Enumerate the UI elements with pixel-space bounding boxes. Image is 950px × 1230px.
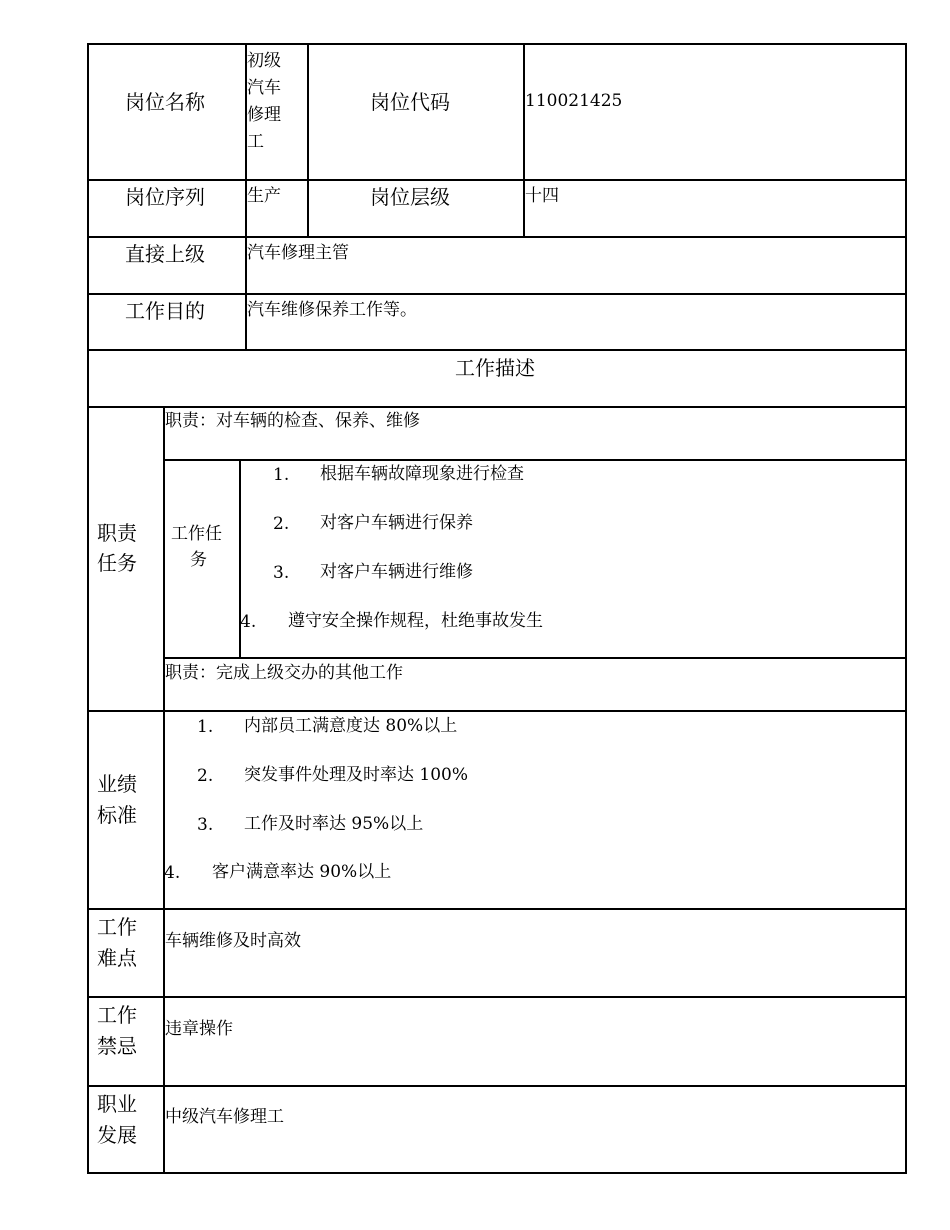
performance-text: 工作及时率达 95%以上: [244, 814, 424, 834]
task-text: 对客户车辆进行维修: [320, 562, 473, 582]
performance-label-line: 标准: [97, 803, 137, 827]
performance-num: 2.: [197, 766, 214, 786]
task-num: 2.: [273, 514, 290, 534]
performance-num: 1.: [197, 717, 214, 737]
table-border: [87, 1172, 907, 1174]
table-border: [87, 710, 907, 712]
table-border: [87, 43, 907, 45]
table-border: [307, 43, 309, 237]
position-series-value: 生产: [247, 186, 281, 206]
position-name-line: 工: [247, 132, 264, 152]
difficulty-label-line: 难点: [97, 946, 137, 970]
table-border: [87, 406, 907, 408]
task-label-line: 工作任: [171, 524, 222, 544]
table-border: [905, 43, 907, 1174]
purpose-value: 汽车维修保养工作等。: [247, 300, 417, 320]
task-num: 3.: [273, 563, 290, 583]
table-border: [87, 236, 907, 238]
duty-label-line: 任务: [97, 551, 137, 575]
performance-text: 内部员工满意度达 80%以上: [244, 716, 458, 736]
position-level-value: 十四: [525, 186, 559, 206]
prohibition-text: 违章操作: [165, 1019, 233, 1039]
duty-1: 职责：对车辆的检查、保养、维修: [165, 411, 420, 431]
difficulty-label-line: 工作: [97, 915, 137, 939]
career-label-line: 发展: [97, 1123, 137, 1147]
table-border: [87, 1085, 907, 1087]
table-border: [87, 996, 907, 998]
task-num: 4.: [240, 612, 257, 632]
task-num: 1.: [273, 465, 290, 485]
career-label-line: 职业: [97, 1092, 137, 1116]
table-border: [87, 179, 907, 181]
section-title: 工作描述: [455, 356, 535, 380]
prohibition-label-line: 禁忌: [97, 1034, 137, 1058]
table-border: [163, 657, 907, 659]
table-border: [87, 293, 907, 295]
supervisor-value: 汽车修理主管: [247, 243, 349, 263]
table-border: [523, 43, 525, 237]
task-text: 根据车辆故障现象进行检查: [320, 464, 524, 484]
duty-label-line: 职责: [97, 521, 137, 545]
table-border: [87, 349, 907, 351]
performance-num: 4.: [164, 863, 181, 883]
task-text: 遵守安全操作规程，杜绝事故发生: [288, 611, 543, 631]
performance-text: 突发事件处理及时率达 100%: [244, 765, 469, 785]
performance-text: 客户满意率达 90%以上: [212, 862, 392, 882]
performance-label-line: 业绩: [97, 772, 137, 796]
table-border: [163, 406, 165, 1174]
prohibition-label-line: 工作: [97, 1003, 137, 1027]
career-text: 中级汽车修理工: [165, 1107, 284, 1127]
position-name-line: 汽车: [247, 78, 281, 98]
performance-num: 3.: [197, 815, 214, 835]
difficulty-text: 车辆维修及时高效: [165, 931, 301, 951]
position-level-label: 岗位层级: [370, 185, 450, 209]
position-series-label: 岗位序列: [125, 185, 205, 209]
table-border: [163, 459, 907, 461]
supervisor-label: 直接上级: [125, 242, 205, 266]
table-border: [87, 908, 907, 910]
position-code-value: 110021425: [525, 91, 623, 111]
table-border: [87, 43, 89, 1174]
duty-2: 职责：完成上级交办的其他工作: [165, 663, 403, 683]
position-name-line: 修理: [247, 105, 281, 125]
position-name-line: 初级: [247, 51, 281, 71]
task-label-line: 务: [190, 550, 207, 570]
position-code-label: 岗位代码: [370, 90, 450, 114]
position-name-label: 岗位名称: [125, 90, 205, 114]
task-text: 对客户车辆进行保养: [320, 513, 473, 533]
purpose-label: 工作目的: [125, 299, 205, 323]
